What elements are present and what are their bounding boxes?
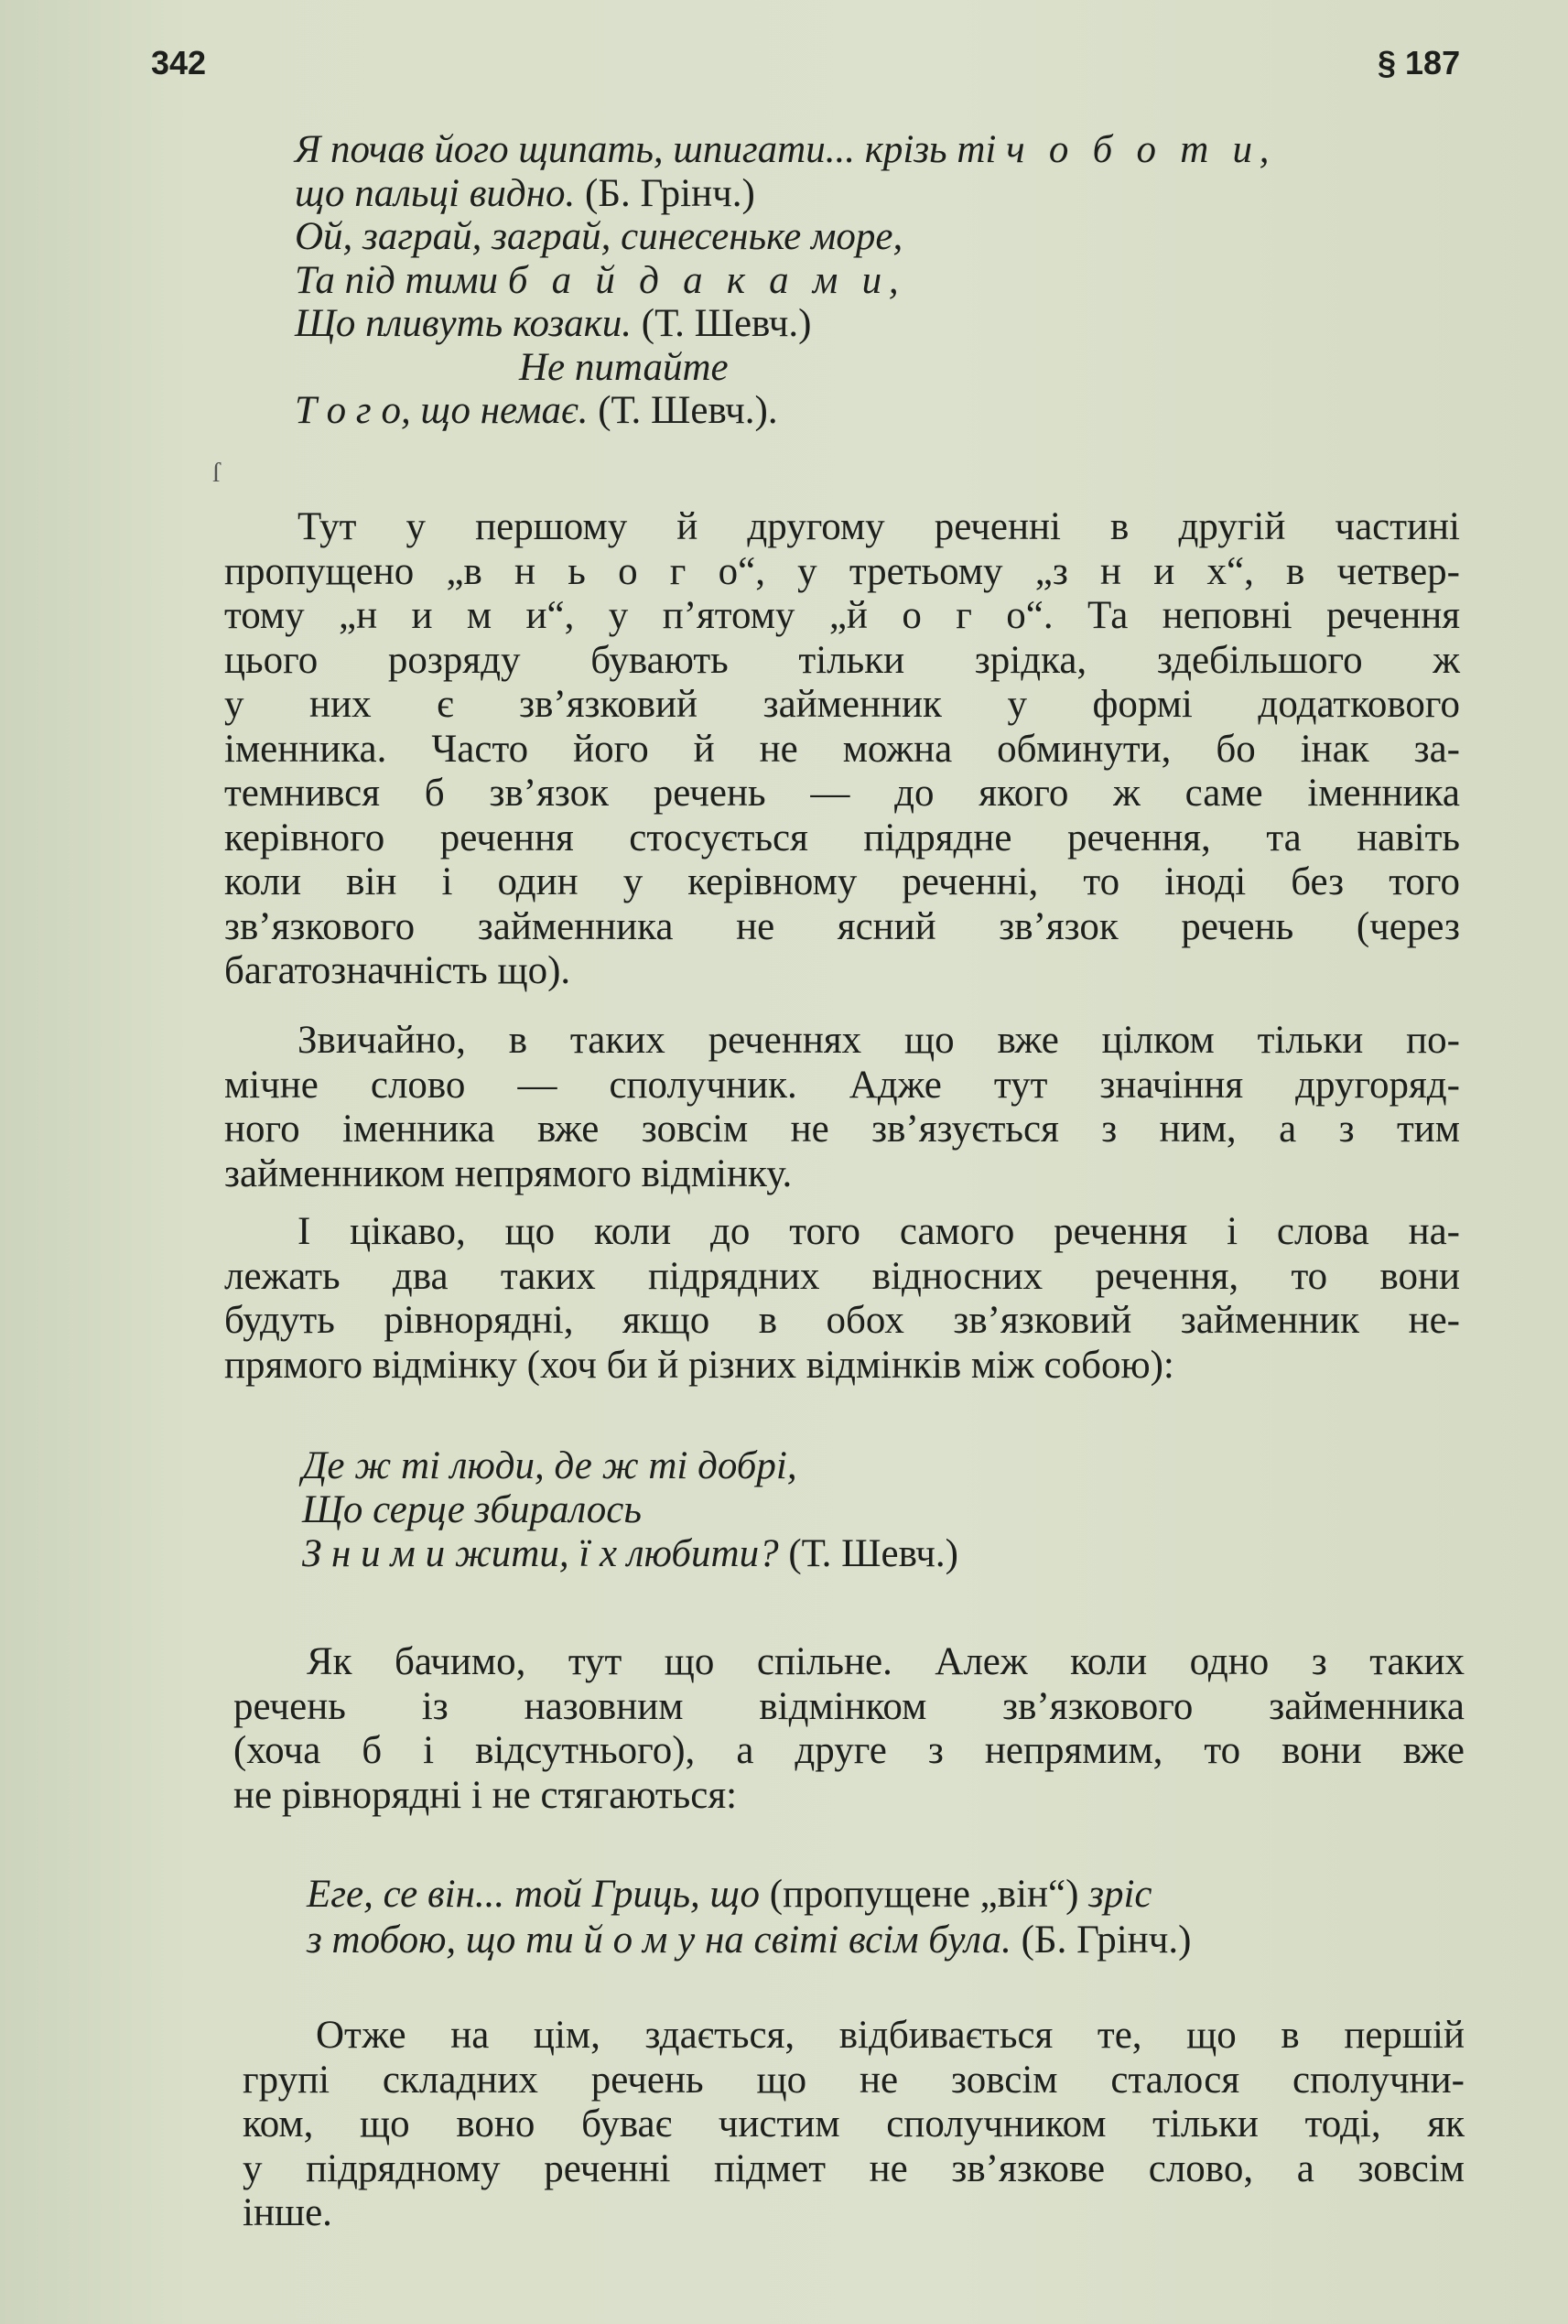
para-line: І цікаво, що коли до того самого речення і слова на- <box>297 1210 1460 1253</box>
section-number: § 187 <box>1378 44 1461 81</box>
paragraph-4 <box>233 1640 1465 1818</box>
paragraph-2 <box>224 1019 1460 1196</box>
paragraph-5 <box>243 2014 1465 2236</box>
example-block <box>307 1872 1191 1963</box>
para-line: групі складних речень що не зовсім сталося сполучни- <box>243 2058 1465 2102</box>
verse-line: Т о г о, що немає. (Т. Шевч.). <box>295 389 778 432</box>
margin-mark: ſ <box>212 458 221 488</box>
para-line: Отже на цім, здається, відбивається те, що в першій <box>316 2014 1465 2057</box>
example-line: Еге, се він... той Гриць, що (пропущене „він“) зріс <box>307 1873 1152 1916</box>
para-line: тому „н и м и“, у п’ятому „й о г о“. Та неповні речення <box>224 594 1460 637</box>
para-line: керівного речення стосується підрядне речення, та навіть <box>224 816 1460 859</box>
para-line: лежать два таких підрядних відносних речення, то вони <box>224 1254 1460 1298</box>
para-line: у них є зв’язковий займенник у формі додаткового <box>224 683 1460 726</box>
para-line: Як бачимо, тут що спільне. Алеж коли одно з таких <box>307 1640 1465 1683</box>
para-line: ного іменника вже зовсім не зв’язується з ним, а з тим <box>224 1108 1460 1151</box>
para-line: зв’язкового займенника не ясний зв’язок речень (через <box>224 904 1460 948</box>
para-line: багатозначність що). <box>224 949 571 992</box>
quote-block-2 <box>302 1444 958 1576</box>
verse-line: Не питайте <box>519 345 729 389</box>
verse-line: Що пливуть козаки. (Т. Шевч.) <box>295 302 812 345</box>
para-line: коли він і один у керівному реченні, то іноді без того <box>224 860 1460 903</box>
page-number: 342 <box>151 44 207 81</box>
para-line: пропущено „в н ь о г о“, у третьому „з н и х“, в четвер- <box>224 549 1460 593</box>
para-line: займенником непрямого відмінку. <box>224 1151 793 1195</box>
para-line: інше. <box>243 2191 332 2234</box>
para-line: цього розряду бувають тільки зрідка, здебільшого ж <box>224 638 1460 682</box>
quote-block-1 <box>295 128 1276 433</box>
verse-line: Що серце збиралось <box>302 1488 642 1531</box>
verse-line: Я почав його щипать, шпигати... крізь ті ч о б о т и, <box>295 128 1277 171</box>
para-line: мічне слово — сполучник. Адже тут значіння другоряд- <box>224 1063 1460 1107</box>
para-line: ком, що воно буває чистим сполучником тільки тоді, як <box>243 2102 1465 2146</box>
para-line: у підрядному реченні підмет не зв’язкове слово, а зовсім <box>243 2146 1465 2190</box>
verse-line: що пальці видно. (Б. Грінч.) <box>295 171 755 215</box>
para-line: речень із назовним відмінком зв’язкового займенника <box>233 1684 1465 1728</box>
para-line: іменника. Часто його й не можна обминути, бо інак за- <box>224 727 1460 771</box>
verse-line: З н и м и жити, ї х любити? (Т. Шевч.) <box>302 1532 958 1575</box>
para-line: (хоча б і відсутнього), а друге з непрямим, то вони вже <box>233 1729 1465 1772</box>
para-line: не рівнорядні і не стягаються: <box>233 1773 738 1817</box>
paragraph-3 <box>224 1210 1460 1388</box>
verse-line: Та під тими б а й д а к а м и, <box>295 258 906 302</box>
verse-line: Ой, заграй, заграй, синесеньке море, <box>295 215 903 258</box>
paragraph-1 <box>224 505 1460 994</box>
para-line: Тут у першому й другому реченні в другій частині <box>297 505 1460 548</box>
example-line: з тобою, що ти й о м у на світі всім була. (Б. Грінч.) <box>307 1919 1192 1962</box>
para-line: темнився б зв’язок речень — до якого ж саме іменника <box>224 772 1460 815</box>
verse-line: Де ж ті люди, де ж ті добрі, <box>302 1444 797 1487</box>
para-line: будуть рівнорядні, якщо в обох зв’язковий займенник не- <box>224 1299 1460 1342</box>
para-line: Звичайно, в таких реченнях що вже цілком тільки по- <box>297 1019 1460 1062</box>
para-line: прямого відмінку (хоч би й різних відмінків між собою): <box>224 1343 1174 1387</box>
